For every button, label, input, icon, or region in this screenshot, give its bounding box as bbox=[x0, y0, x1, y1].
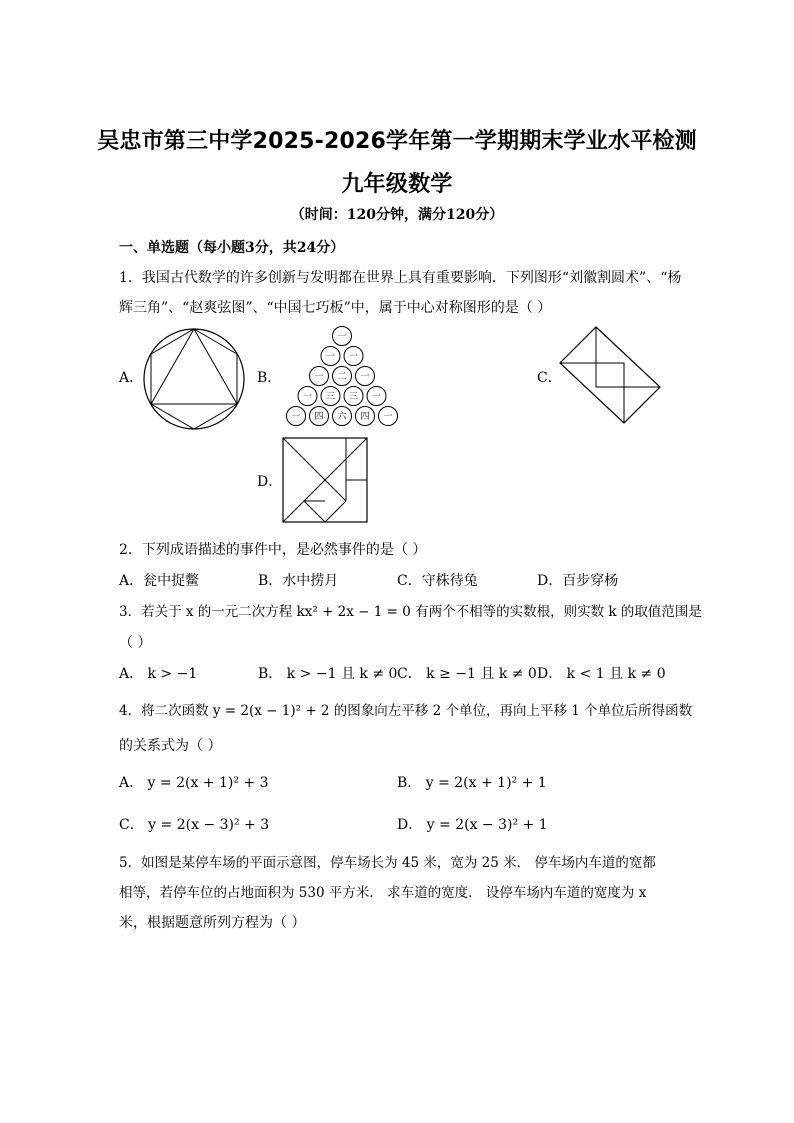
pascal-cell-label: 一 bbox=[337, 332, 347, 343]
q4-option-d: D． y = 2(x − 3)² + 1 bbox=[397, 817, 548, 833]
pascal-cell-label: 一 bbox=[371, 392, 382, 403]
pascal-cell-label: 一 bbox=[360, 372, 370, 383]
q1-line2: 辉三角”、“赵爽弦图”、“中国七巧板”中，属于中心对称图形的是（ ） bbox=[119, 300, 552, 316]
q3-stem-line2: （ ） bbox=[119, 635, 152, 651]
q2-option-b: B．水中捞月 bbox=[258, 573, 339, 589]
q2-option-a: A．瓮中捉鳖 bbox=[119, 573, 200, 589]
time-note: （时间：120分钟，满分120分） bbox=[290, 207, 504, 223]
liuhui-circle-figure bbox=[140, 325, 250, 433]
q1-line1: 1．我国古代数学的许多创新与发明都在世界上具有重要影响．下列图形“刘徽割圆术”、“杨 bbox=[119, 270, 682, 286]
q5-line3: 米，根据题意所列方程为（ ） bbox=[119, 915, 306, 931]
pascal-cell-label: 一 bbox=[383, 412, 393, 423]
pascal-cell-label: 一 bbox=[314, 372, 324, 383]
pascal-cell-label: 一 bbox=[302, 392, 313, 403]
q2-stem: 2．下列成语描述的事件中，是必然事件的是（ ） bbox=[119, 542, 427, 558]
q4-stem-line1: 4．将二次函数 y = 2(x − 1)² + 2 的图象向左平移 2 个单位，再向上平移 1 个单位后所得函数 bbox=[119, 703, 693, 719]
q3-option-d: D． k < 1 且 k ≠ 0 bbox=[537, 666, 666, 682]
q1-option-c-label: C． bbox=[537, 370, 562, 386]
q3-option-b: B． k > −1 且 k ≠ 0 bbox=[258, 666, 398, 682]
pascal-cell-label: 三 bbox=[325, 392, 336, 403]
q1-option-d-label: D． bbox=[257, 474, 283, 490]
q4-option-b: B． y = 2(x + 1)² + 1 bbox=[397, 775, 547, 791]
exam-subtitle: 九年级数学 bbox=[341, 172, 453, 197]
section-heading: 一、单选题（每小题3分，共24分） bbox=[119, 240, 345, 256]
q3-option-a: A． k > −1 bbox=[119, 666, 198, 682]
zhaoshuang-chord-figure bbox=[558, 325, 663, 425]
pascal-cell-label: 一 bbox=[325, 352, 336, 363]
q2-option-d: D．百步穿杨 bbox=[537, 573, 619, 589]
q4-stem-line2: 的关系式为（ ） bbox=[119, 738, 222, 754]
q1-option-b-label: B． bbox=[257, 370, 282, 386]
pascal-cell-label: 一 bbox=[348, 352, 359, 363]
exam-title: 吴忠市第三中学2025-2026学年第一学期期末学业水平检测 bbox=[97, 129, 697, 154]
q4-option-c: C． y = 2(x − 3)² + 3 bbox=[119, 817, 270, 833]
pascal-cell-label: 二 bbox=[337, 372, 347, 383]
q2-option-c: C．守株待兔 bbox=[397, 573, 478, 589]
pascal-cell-label: 六 bbox=[337, 412, 347, 423]
q5-line1: 5．如图是某停车场的平面示意图，停车场长为 45 米，宽为 25 米． 停车场内车道的宽都 bbox=[119, 855, 656, 871]
q3-stem-line1: 3．若关于 x 的一元二次方程 kx² + 2x − 1 = 0 有两个不相等的实数根，则实数 k 的取值范围是 bbox=[119, 604, 702, 620]
yanghui-triangle-figure bbox=[278, 325, 408, 430]
q1-option-a-label: A． bbox=[119, 370, 144, 386]
q3-option-c: C． k ≥ −1 且 k ≠ 0 bbox=[397, 666, 537, 682]
pascal-cell-label: 四 bbox=[360, 412, 370, 423]
q4-option-a: A． y = 2(x + 1)² + 3 bbox=[119, 775, 269, 791]
pascal-cell-label: 四 bbox=[314, 412, 324, 423]
pascal-cell-label: 三 bbox=[348, 392, 359, 403]
pascal-cell-label: 一 bbox=[291, 412, 301, 423]
q5-line2: 相等，若停车位的占地面积为 530 平方米． 求车道的宽度． 设停车场内车道的宽度为 x bbox=[119, 885, 647, 901]
tangram-figure bbox=[282, 437, 368, 523]
